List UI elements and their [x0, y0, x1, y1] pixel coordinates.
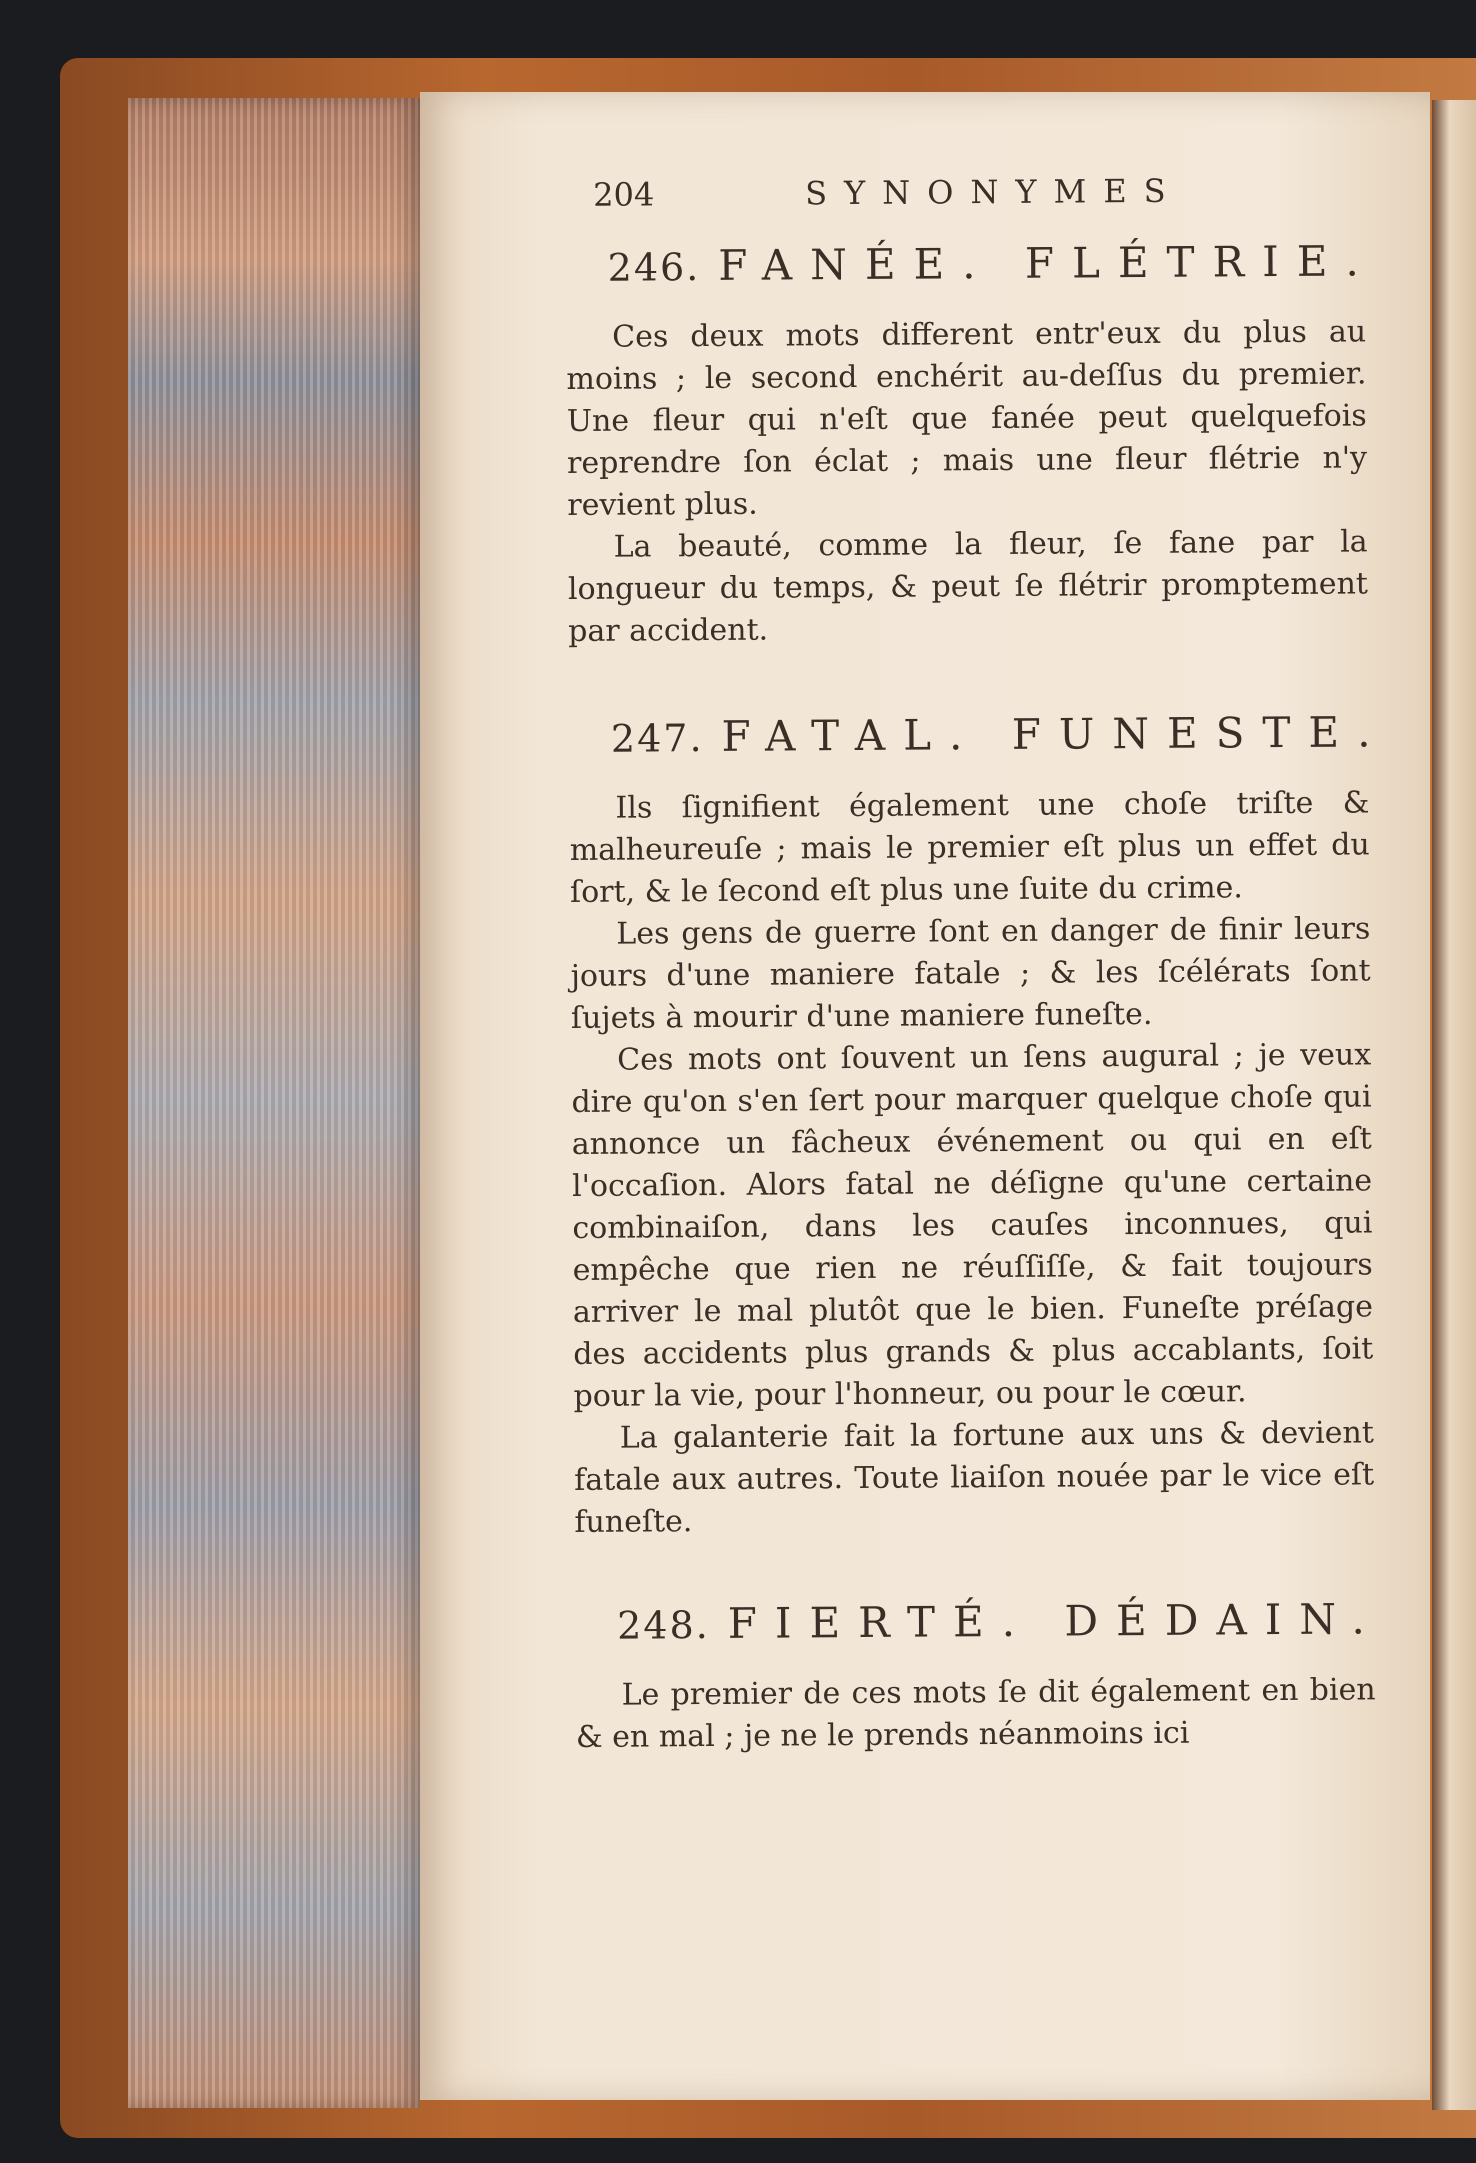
paragraph: Ils ſignifient également une choſe triſte & malheureuſe ; mais le premier eſt plus un effet du ſort, & le ſecond eſt plus une ſuite du crime.: [569, 785, 1370, 910]
paragraph: Ces mots ont ſouvent un ſens augural ; je veux dire qu'on s'en ſert pour marquer quelque choſe qui annonce un fâcheux événement ou qui en eſt l'occaſion. Alors fatal ne déſigne qu'une certaine combinaiſon, dans les cauſes inconnues, qui empêche que rien ne réuſſiſſe, & fait toujours arriver le mal plutôt que le bien. Funeſte préſage des accidents plus grands & plus accablants, ſoit pour la vie, pour l'honneur, ou pour le cœur.: [571, 1037, 1374, 1414]
entry-number: 247.: [610, 716, 704, 761]
page-number: 204: [593, 175, 655, 214]
entry-title: FIERTÉ. DÉDAIN.: [727, 1594, 1383, 1648]
entry-title: FATAL. FUNESTE.: [721, 707, 1389, 761]
marbled-page-edges: [128, 98, 420, 2108]
paragraph: La galanterie fait la fortune aux uns & devient fatale aux autres. Toute liaiſon nouée par le vice eſt funeſte.: [574, 1415, 1375, 1540]
page-text: [565, 164, 1389, 1759]
paragraph: Les gens de guerre ſont en danger de finir leurs jours d'une maniere fatale ; & les ſcélérats ſont ſujets à mourir d'une maniere funeſte.: [570, 911, 1371, 1036]
paragraph: Ces deux mots different entr'eux du plus au moins ; le second enchérit au-deſſus du premier. Une fleur qui n'eſt que fanée peut quelquefois reprendre ſon éclat ; mais une fleur flétrie n'y revient plus.: [566, 314, 1368, 523]
entry-heading: [617, 1594, 1383, 1648]
entry-number: 246.: [607, 245, 701, 290]
entry-heading: [610, 707, 1389, 761]
running-title: SYNONYMES: [805, 171, 1183, 213]
entry-number: 248.: [617, 1603, 710, 1648]
facing-page-edge: [1432, 100, 1476, 2110]
entry-title: FANÉE. FLÉTRIE.: [718, 236, 1377, 290]
running-head: [565, 164, 1365, 230]
paragraph: La beauté, comme la fleur, ſe fane par la longueur du temps, & peut ſe flétrir promptement par accident.: [567, 524, 1369, 649]
entry-heading: [607, 236, 1377, 290]
paragraph: Le premier de ces mots ſe dit également en bien & en mal ; je ne le prends néanmoins ici: [575, 1672, 1376, 1755]
